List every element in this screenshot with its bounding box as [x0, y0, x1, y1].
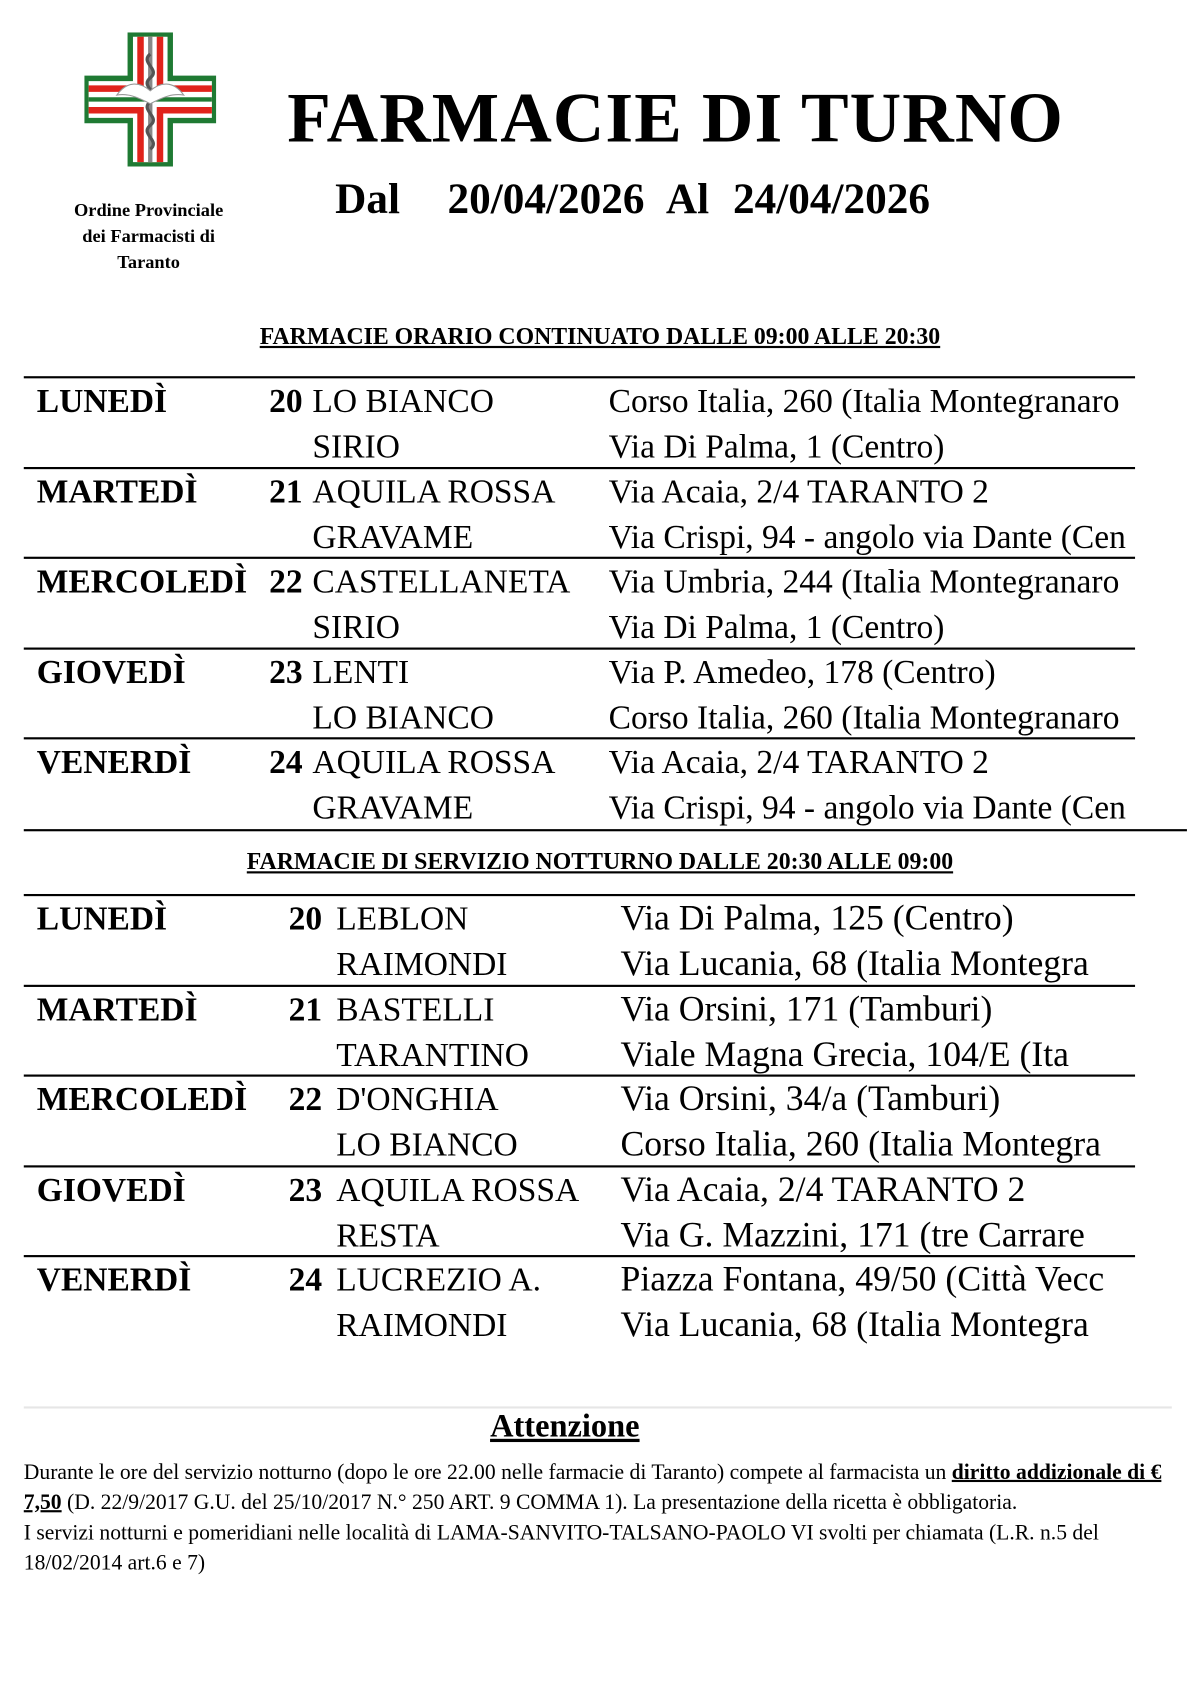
row-divider	[24, 1075, 1135, 1077]
table-row	[0, 899, 1200, 944]
additional-fee: diritto addizionale di € 7,50	[23, 1460, 1162, 1515]
pharmacy-address: Viale Magna Grecia, 104/E (Ita	[620, 1035, 1070, 1074]
pharmacy-address: Via P. Amedeo, 178 (Centro)	[608, 652, 996, 691]
row-divider	[24, 1165, 1135, 1167]
org-line: dei Farmacisti di	[82, 225, 215, 247]
pharmacy-address: Corso Italia, 260 (Italia Montegranaro	[608, 381, 1120, 420]
day-number: 23	[269, 652, 303, 691]
row-divider	[24, 557, 1135, 559]
notice-text	[24, 1457, 1175, 1578]
org-line: Ordine Provinciale	[74, 199, 224, 221]
table-row	[0, 743, 1200, 788]
notice-heading: Attenzione	[490, 1408, 640, 1445]
table-row	[0, 652, 1200, 697]
pharmacy-name: RESTA	[336, 1215, 440, 1254]
pharmacy-address: Corso Italia, 260 (Italia Montegranaro	[608, 697, 1120, 736]
pharmacy-address: Via Crispi, 94 - angolo via Dante (Cen	[608, 788, 1126, 826]
organization-name	[43, 198, 254, 276]
day-name: LUNEDÌ	[36, 381, 168, 420]
pharmacy-address: Via Di Palma, 1 (Centro)	[608, 607, 945, 646]
pharmacy-address: Via Crispi, 94 - angolo via Dante (Cen	[608, 517, 1126, 556]
date-to: 24/04/2026	[732, 174, 930, 223]
pharmacy-name: AQUILA ROSSA	[312, 471, 556, 510]
pharmacy-name: SIRIO	[312, 607, 400, 646]
pharmacy-address: Via Orsini, 34/a (Tamburi)	[620, 1079, 1001, 1119]
row-divider	[24, 737, 1135, 739]
date-from: 20/04/2026	[447, 174, 645, 223]
day-number: 24	[288, 1260, 323, 1299]
row-divider	[24, 376, 1135, 378]
notice-paragraph: I servizi notturni e pomeridiani nelle località di LAMA-SANVITO-TALSANO-PAOLO VI svolti per chiamata (L.R. n.5 del 18/02/2014 art.6 e 7)	[23, 1520, 1099, 1576]
table-row	[0, 562, 1200, 607]
night-section-heading: FARMACIE DI SERVIZIO NOTTURNO DALLE 20:30 ALLE 09:00	[246, 847, 954, 875]
day-name: GIOVEDÌ	[36, 1170, 186, 1209]
pharmacy-address: Via Di Palma, 1 (Centro)	[608, 426, 945, 465]
pharmacy-address: Via Acaia, 2/4 TARANTO 2	[620, 1170, 1026, 1210]
table-row	[0, 788, 1200, 833]
day-name: VENERDÌ	[36, 1260, 192, 1299]
date-range	[335, 173, 930, 224]
row-divider	[24, 1255, 1135, 1257]
row-divider	[24, 894, 1135, 896]
pharmacy-address: Via Acaia, 2/4 TARANTO 2	[608, 471, 989, 510]
day-name: GIOVEDÌ	[36, 652, 186, 691]
date-prefix: Dal	[335, 174, 400, 223]
date-mid: Al	[665, 174, 710, 223]
notice-text-part: (D. 22/9/2017 G.U. del 25/10/2017 N.° 250 ART. 9 COMMA 1). La presentazione della ricetta è obbligatoria.	[61, 1490, 1018, 1515]
pharmacy-name: LUCREZIO A.	[336, 1260, 541, 1299]
day-number: 20	[269, 381, 303, 420]
row-divider	[24, 647, 1135, 649]
pharmacy-name: RAIMONDI	[336, 944, 508, 983]
table-row	[0, 382, 1200, 427]
day-number: 22	[269, 562, 303, 600]
pharmacy-name: LO BIANCO	[336, 1125, 518, 1164]
table-row	[0, 1306, 1200, 1351]
pharmacy-name: AQUILA ROSSA	[312, 742, 556, 781]
notice-paragraph	[24, 1457, 1175, 1518]
pharmacy-name: GRAVAME	[312, 517, 474, 556]
pharmacy-address: Corso Italia, 260 (Italia Montegra	[620, 1125, 1101, 1165]
pharmacy-name: D'ONGHIA	[336, 1079, 499, 1118]
day-name: MARTEDÌ	[36, 989, 198, 1028]
section-divider	[24, 829, 1187, 831]
pharmacy-address: Via Orsini, 171 (Tamburi)	[620, 989, 993, 1029]
pharmacy-address: Via G. Mazzini, 171 (tre Carrare	[620, 1215, 1085, 1255]
pharmacy-name: AQUILA ROSSA	[336, 1170, 580, 1209]
page-title: FARMACIE DI TURNO	[287, 78, 1065, 158]
pharmacy-address: Via Acaia, 2/4 TARANTO 2	[608, 742, 989, 781]
pharmacy-address: Via Di Palma, 125 (Centro)	[620, 899, 1014, 939]
day-name: VENERDÌ	[36, 742, 192, 781]
day-number: 24	[269, 742, 303, 781]
day-name: MERCOLEDÌ	[36, 562, 248, 600]
pharmacy-address: Piazza Fontana, 49/50 (Città Vecc	[620, 1260, 1105, 1300]
day-number: 22	[288, 1079, 323, 1118]
table-row	[0, 472, 1200, 517]
day-name: LUNEDÌ	[36, 899, 168, 938]
notice-text-part: Durante le ore del servizio notturno (dopo le ore 22.00 nelle farmacie di Taranto) compete al farmacista un	[23, 1460, 952, 1485]
pharmacy-address: Via Umbria, 244 (Italia Montegranaro	[608, 562, 1120, 600]
org-line: Taranto	[117, 251, 180, 273]
pharmacy-name: LO BIANCO	[312, 697, 494, 736]
table-row	[0, 1170, 1200, 1215]
pharmacy-address: Via Lucania, 68 (Italia Montegra	[620, 944, 1089, 984]
pharmacy-name: BASTELLI	[336, 989, 495, 1028]
table-row	[0, 1080, 1200, 1125]
pharmacy-name: LENTI	[312, 652, 410, 691]
table-row	[0, 1260, 1200, 1305]
day-number: 23	[288, 1170, 323, 1209]
pharmacy-name: CASTELLANETA	[312, 562, 571, 600]
day-number: 21	[269, 471, 303, 510]
pharmacy-address: Via Lucania, 68 (Italia Montegra	[620, 1305, 1089, 1345]
table-row	[0, 990, 1200, 1035]
day-number: 20	[288, 899, 323, 938]
row-divider	[24, 984, 1135, 986]
day-name: MERCOLEDÌ	[36, 1079, 248, 1118]
pharmacy-name: SIRIO	[312, 426, 400, 465]
pharmacy-name: LEBLON	[336, 899, 469, 938]
pharmacy-name: RAIMONDI	[336, 1305, 508, 1344]
pharmacy-name: TARANTINO	[336, 1035, 529, 1073]
pharmacy-name: LO BIANCO	[312, 381, 494, 420]
row-divider	[24, 466, 1135, 468]
day-number: 21	[288, 989, 323, 1028]
day-section-heading: FARMACIE ORARIO CONTINUATO DALLE 09:00 ALLE 20:30	[259, 322, 941, 350]
day-name: MARTEDÌ	[36, 471, 198, 510]
pharmacy-name: GRAVAME	[312, 788, 474, 826]
